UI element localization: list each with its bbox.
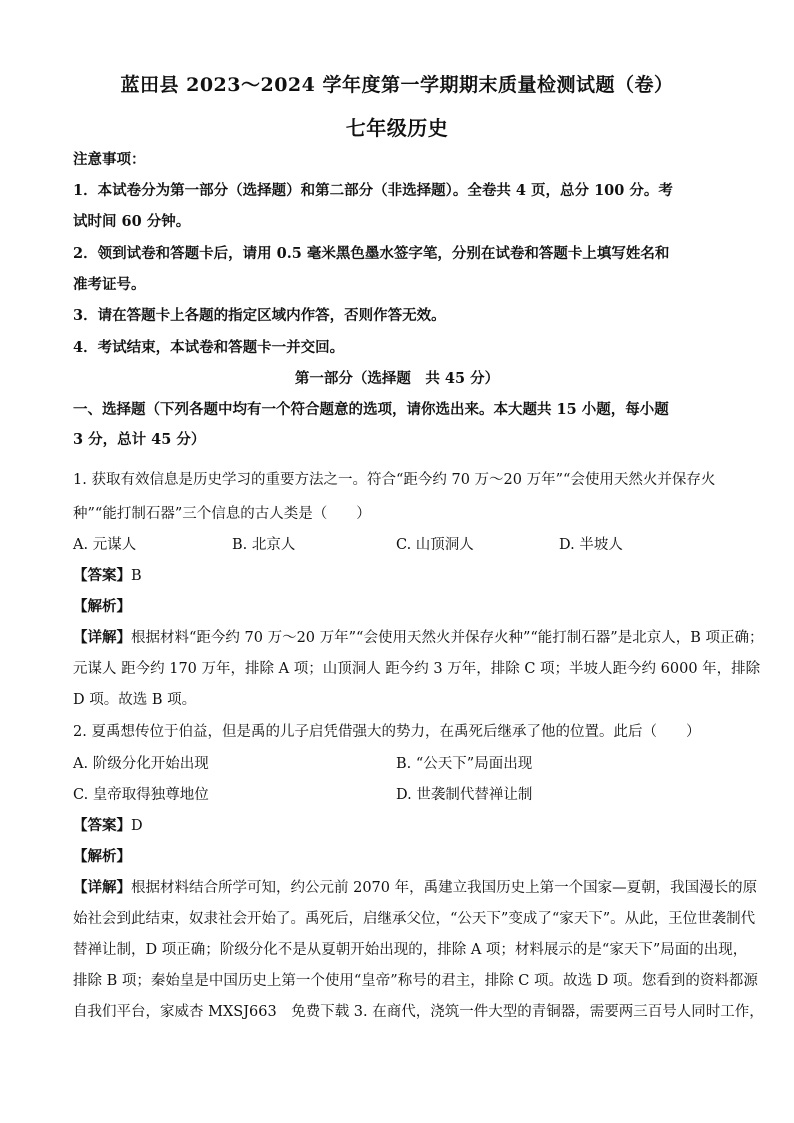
answer-tag: 【答案】: [73, 567, 131, 584]
detail-text: 根据材料“距今约 70 万～20 万年”“会使用天然火并保存火种”“能打制石器”是北京人，B 项正确；: [131, 630, 764, 646]
q1-analysis-tag: 【解析】: [73, 598, 131, 615]
notice-item: 试时间 60 分钟。: [73, 213, 191, 230]
detail-tag: 【详解】: [73, 879, 131, 896]
q2-option-b: B. “公天下”局面出现: [396, 756, 533, 772]
answer-value: D: [131, 818, 143, 834]
question-2-stem: 2. 夏禹想传位于伯益，但是禹的儿子启凭借强大的势力，在禹死后继承了他的位置。此后（ ）: [73, 724, 701, 740]
q1-answer: [73, 566, 733, 586]
question-1-stem: 种”“能打制石器”三个信息的古人类是（ ）: [73, 506, 371, 522]
detail-tag: 【详解】: [73, 629, 131, 646]
q1-option-c: C. 山顶洞人: [396, 537, 474, 553]
q2-option-d: D. 世袭制代替禅让制: [396, 787, 533, 803]
answer-tag: 【答案】: [73, 817, 131, 834]
q2-detail-line: 自我们平台，家威杏 MXSJ663 免费下载 3. 在商代，浇筑一件大型的青铜器，需要两三百号人同时工作，: [73, 1004, 764, 1020]
q2-analysis-tag: 【解析】: [73, 848, 131, 865]
q1-option-b: B. 北京人: [232, 537, 296, 553]
q1-detail: [73, 628, 764, 648]
notice-item: 1．本试卷分为第一部分（选择题）和第二部分（非选择题）。全卷共 4 页，总分 100 分。考: [73, 182, 673, 199]
section-instructions: 3 分，总计 45 分）: [73, 431, 206, 448]
answer-value: B: [131, 568, 142, 584]
notice-heading: 注意事项：: [73, 151, 146, 168]
q2-option-c: C. 皇帝取得独尊地位: [73, 787, 209, 803]
q2-detail-line: 替禅让制，D 项正确；阶级分化不是从夏朝开始出现的，排除 A 项；材料展示的是“家天下”局面的出现，: [73, 942, 748, 958]
part1-heading: 第一部分（选择题 共 45 分）: [294, 370, 500, 387]
q1-option-d: D. 半坡人: [559, 537, 623, 553]
question-1-stem: 1. 获取有效信息是历史学习的重要方法之一。符合“距今约 70 万～20 万年”“会使用天然火并保存火: [73, 472, 716, 488]
q1-option-a: A. 元谋人: [73, 537, 137, 553]
q2-detail-line: 排除 B 项；秦始皇是中国历史上第一个使用“皇帝”称号的君主，排除 C 项。故选 D 项。您看到的资料都源: [73, 973, 758, 989]
notice-item: 4．考试结束，本试卷和答题卡一并交回。: [73, 339, 345, 356]
q2-answer: [73, 816, 733, 836]
detail-text: 根据材料结合所学可知，约公元前 2070 年，禹建立我国历史上第一个国家—夏朝，我国漫长的原: [131, 880, 758, 896]
notice-item: 准考证号。: [73, 276, 146, 293]
q2-detail: [73, 878, 758, 898]
q2-option-a: A. 阶级分化开始出现: [73, 756, 209, 772]
q1-detail-line: 元谋人 距今约 170 万年，排除 A 项；山顶洞人 距今约 3 万年，排除 C 项；半坡人距今约 6000 年，排除: [73, 661, 761, 677]
exam-subtitle: 七年级历史: [345, 116, 449, 140]
notice-item: 2．领到试卷和答题卡后，请用 0.5 毫米黑色墨水签字笔，分别在试卷和答题卡上填写姓名和: [73, 245, 670, 262]
q2-detail-line: 始社会到此结束，奴隶社会开始了。禹死后，启继承父位，“公天下”变成了“家天下”。从此，王位世袭制代: [73, 911, 756, 927]
q1-detail-line: D 项。故选 B 项。: [73, 692, 197, 708]
section-instructions: 一、选择题（下列各题中均有一个符合题意的选项，请你选出来。本大题共 15 小题，每小题: [73, 401, 669, 418]
exam-title: 蓝田县 2023～2024 学年度第一学期期末质量检测试题（卷）: [120, 74, 674, 96]
notice-item: 3．请在答题卡上各题的指定区域内作答，否则作答无效。: [73, 307, 446, 324]
